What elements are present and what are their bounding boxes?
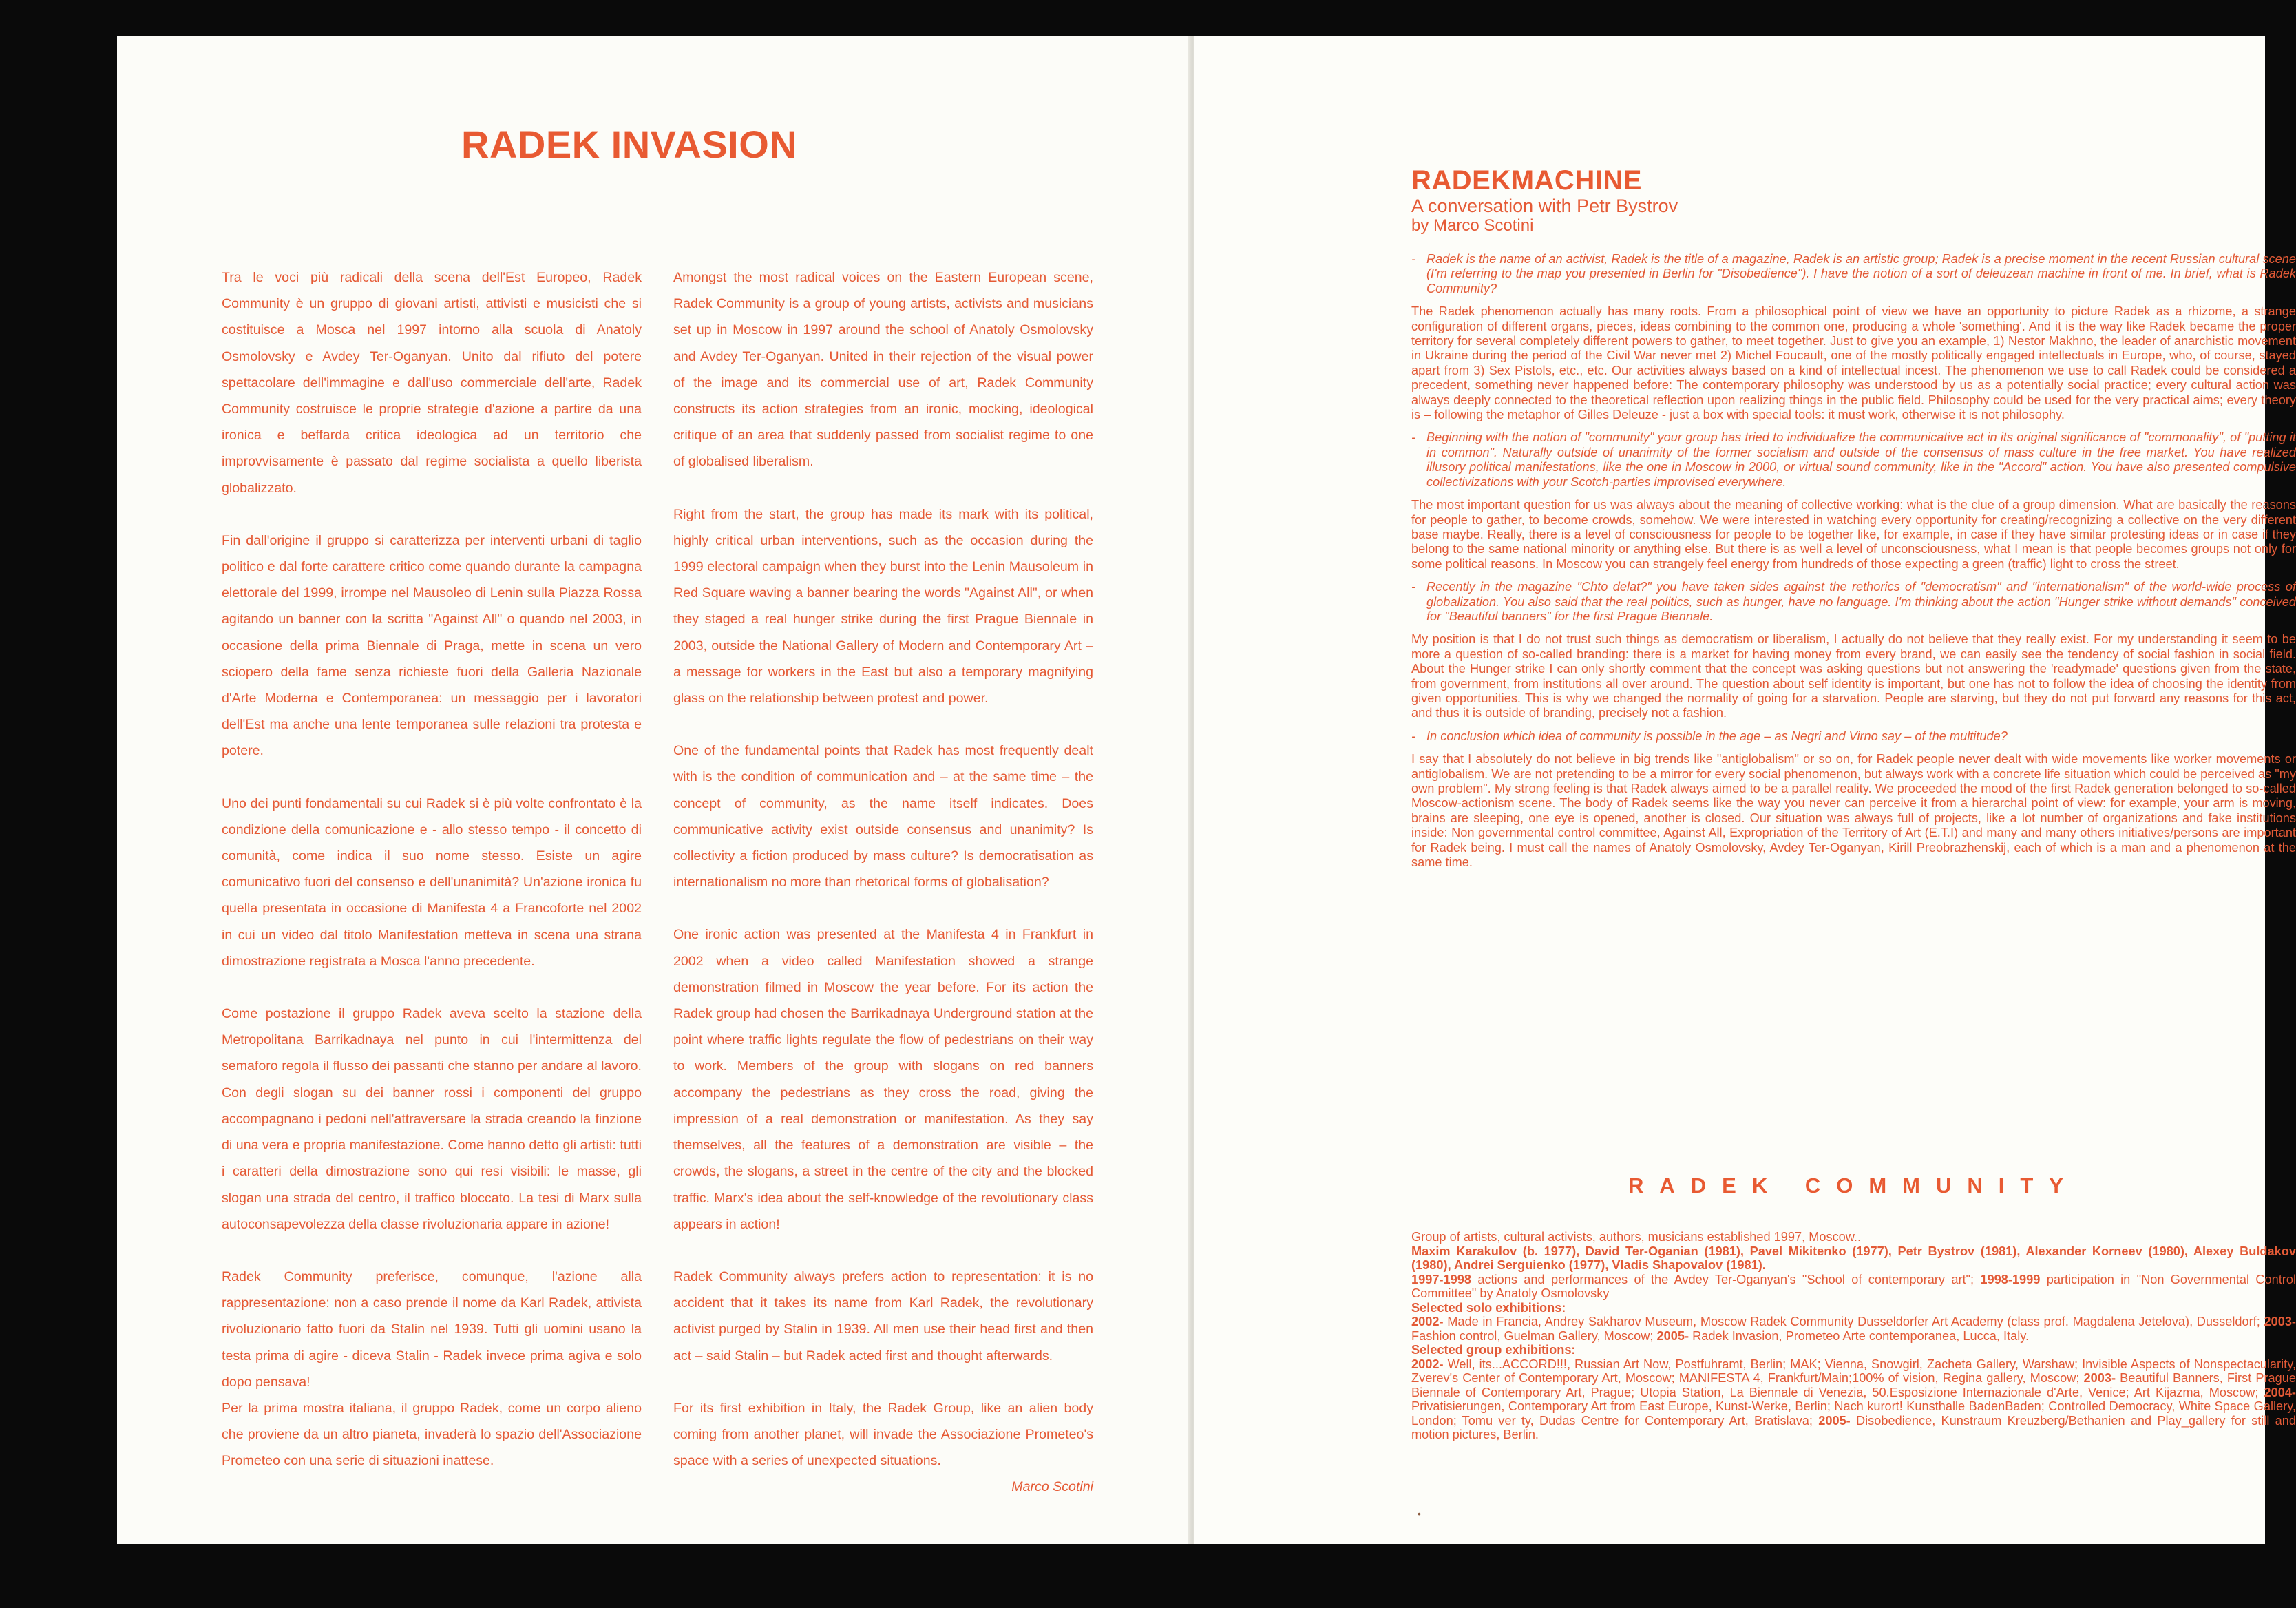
solo-exhibitions-heading: Selected solo exhibitions:	[1411, 1300, 1566, 1315]
interview-body	[1411, 252, 2296, 878]
english-paragraph: One ironic action was presented at the Manifesta 4 in Frankfurt in 2002 when a video called Manifestation showed a strange demonstration filmed in Moscow the year before. For its action the Radek group had chosen the Barrikadnaya Underground station at the point where traffic lights regulate the flow of pedestrians on their way to work. Members of the group with slogans on red banners accompany the pedestrians as they cross the road, giving the impression of a real demonstration or manifestation. As they say themselves, all the features of a demonstration are visible – the crowds, the slogans, a street in the centre of the city and the blocked traffic. Marx's idea about the self-knowledge of the revolutionary class appears in action!	[673, 927, 1093, 1232]
history-text: participation in "Non Governmental Control Committee" by Anatoly Osmolovsky	[1411, 1272, 2296, 1300]
left-page	[117, 36, 1191, 1544]
exhibition-text: Radek Invasion, Prometeo Arte contemporanea, Lucca, Italy.	[1692, 1328, 2030, 1343]
author-signature: Marco Scotini	[1011, 1479, 1093, 1495]
interview-question: - In conclusion which idea of community is possible in the age – as Negri and Virno say – of the multitude?	[1411, 729, 2296, 744]
exhibition-text: Beautiful Banners, First Prague Biennale of Contemporary Art, Prague; Utopia Station, La Biennale di Venezia, 50.Esposizione Internazionale d'Arte, Venice; Art Kijazma, Moscow;	[1411, 1371, 2296, 1399]
solo-exhibitions	[1411, 1315, 2296, 1343]
print-mark: •	[1418, 1508, 1421, 1519]
exhibition-text: Disobedience, Kunstraum Kreuzberg/Bethanien and Play_gallery for still and motion pictures, Berlin.	[1411, 1413, 2296, 1441]
interview-subtitle: A conversation with Petr Bystrov	[1411, 196, 1678, 216]
interview-answer: The most important question for us was always about the meaning of collective working: what is the clue of a group dimension. What are basically the reasons for people to gather, to become crowds, somehow. We were interested in watching every opportunity for creating/recognizing a collective on the very different base maybe. Really, there is a level of consciousness for people to be together like, for example, in case if they have similar protesting ideas or in case if they belong to the same national minority or anything else. But there is as well a level of unconsciousness, what I mean is that people becomes groups not only for some political reasons. In Moscow you can strangely feel energy from hundreds of those expecting a green (traffic) light to cross the street.	[1411, 498, 2296, 571]
italian-paragraph: Fin dall'origine il gruppo si caratterizza per interventi urbani di taglio politico e dal forte carattere critico come quando durante la campagna elettorale del 1999, irrompe nel Mausoleo di Lenin sulla Piazza Rossa agitando un banner con la scritta "Against All" o quando nel 2003, in occasione della prima Biennale di Praga, mette in scena un vero sciopero della fame senza richieste fuori della Galleria Nazionale d'Arte Moderna e Contemporanea: un messaggio per i lavoratori dell'Est ma anche una lente temporanea sulle relazioni tra protesta e potere.	[222, 532, 642, 759]
interview-question: - Recently in the magazine "Chto delat?" you have taken sides against the rethorics of "democratism" and "internationalism" of the world-wide process of globalization. You also said that the real politics, such as hunger, have no language. I'm thinking about the action "Hunger strike without demands" conceived for "Beautiful banners" for the first Prague Biennale.	[1411, 580, 2296, 624]
page-title: RADEK INVASION	[461, 123, 798, 166]
community-intro: Group of artists, cultural activists, authors, musicians established 1997, Moscow..	[1411, 1230, 1862, 1244]
exhibition-text: Fashion control, Guelman Gallery, Moscow;	[1411, 1328, 1654, 1343]
english-column	[673, 264, 1093, 1501]
interview-question: - Radek is the name of an activist, Radek is the title of a magazine, Radek is an artistic group; Radek is a precise moment in the recent Russian cultural scene (I'm referring to the map you presented in Berlin for "Disobedience"). I have the notion of a sort of deleuzean machine in front of me. In brief, what is Radek Community?	[1411, 252, 2296, 296]
community-heading: RADEK COMMUNITY	[1628, 1173, 2079, 1198]
exhibition-year: 2003-	[2264, 1315, 2296, 1328]
interview-answer: The Radek phenomenon actually has many roots. From a philosophical point of view we have an opportunity to picture Radek as a rhizome, a strange configuration of different organs, pieces, ideas combining to the common one, producing a whole 'something'. And it is the way like Radek became the proper territory for several completely different powers to gather, to meet together. Just to give you an example, 1) Nestor Makhno, the leader of anarchistic movement in Ukraine during the period of the Civil War never met 2) Michel Foucault, one of the mostly politically engaged intellectuals in Europe, who, of course, stayed apart from 3) Sex Pistols, etc., etc. Our activities always based on a kind of intellectual incest. The phenomenon we use to call Radek could be considered a precedent, something never happened before: The contemporary philosophy was understood by us as a potentially social practice; every cultural action was always deeply connected to the theoretical reflection upon realizing things in the public field. Philosophy could be used for the very practical aims; every theory is – following the metaphor of Gilles Deleuze - just a box with special tools: it must work, otherwise it is not philosophy.	[1411, 304, 2296, 422]
exhibition-year: 2004-	[2264, 1385, 2296, 1399]
interview-question: - Beginning with the notion of "community" your group has tried to individualize the communicative act in its original significance of "commonality", of "putting it in common". Naturally outside of unanimity of the former socialism and outside of the consensus of mass culture in the free market. You have realized illusory political manifestations, like the one in Moscow in 2000, or virtual sound community, like in the "Accord" action. You have also presented compulsive collectivizations with your Scotch-parties improvised everywhere.	[1411, 430, 2296, 490]
interview-answer: I say that I absolutely do not believe in big trends like "antiglobalism" or so on, for Radek people never dealt with wide movements like worker movements or antiglobalism. We are not pretending to be a mirror for every social phenomenon, but always work with a concrete life situation which could be perceived as "my own problem". My strong feeling is that Radek always aimed to be a parallel reality. We proceeded the mood of the first Radek generation belonged to so-called Moscow-actionism scene. The body of Radek seems like the way you never can perceive it from a hierarchal point of view: for example, your arm is moving, brains are sleeping, one eye is opened, another is closed. Our situation was always full of projects, like a lot number of organizations and fake institutions inside: Non governmental control committee, Against All, Expropriation of the Territory of Art (E.T.I) and many and many others initiatives/persons are important for Radek being. I must call the names of Anatoly Osmolovsky, Avdey Ter-Oganyan, Kirill Preobrazhenskij, each of which is a man and a phenomenon at the same time.	[1411, 752, 2296, 870]
italian-paragraph: Tra le voci più radicali della scena dell'Est Europeo, Radek Community è un gruppo di giovani artisti, attivisti e musicisti che si costituisce a Mosca nel 1997 intorno alla scuola di Anatoly Osmolovsky e Avdey Ter-Oganyan. Unito dal rifiuto del potere spettacolare dell'immagine e dall'uso commerciale dell'arte, Radek Community costruisce le proprie strategie d'azione a partire da una ironica e beffarda critica ideologica ad un territorio che improvvisamente è passato dal regime socialista a quello liberista globalizzato.	[222, 270, 642, 496]
interview-answer: My position is that I do not trust such things as democratism or liberalism, I actually do not believe that they really exist. For my understanding it seem to be more a question of so-called branding: there is a market for having money from every brand, we can easily see the tendency of social fashion in social field. About the Hunger strike I can only shortly comment that the concept was asking questions but not answering the 'readymade' questions given from the state, from government, from institutions all over around. The question about self identity is important, but one has not to follow the idea of choosing the identity from given opportunities. This is why we changed the normality of going for a starvation. People are starving, but they do not put forward any reasons for this act, and thus it is outside of branding, precisely not a fashion.	[1411, 632, 2296, 720]
exhibition-year: 2005-	[1818, 1413, 1851, 1428]
history-year: 1997-1998	[1411, 1272, 1471, 1286]
exhibition-year: 2002-	[1411, 1357, 1444, 1371]
exhibition-text: Made in Francia, Andrey Sakharov Museum, Moscow Radek Community Dusseldorfer Art Academy (class prof. Magdalena Jetelova), Dusseldorf;	[1447, 1315, 2260, 1328]
exhibition-text: Well, its...ACCORD!!!, Russian Art Now, Postfuhramt, Berlin; MAK; Vienna, Snowgirl, Zacheta Gallery, Warshaw; Invisible Aspects of Nonspectacularity, Zverev's Center of Contemporary Art, Moscow; MANIFESTA 4, Frankfurt/Main;100% of vision, Regina gallery, Moscow;	[1411, 1357, 2296, 1385]
community-members: Maxim Karakulov (b. 1977), David Ter-Oganian (1981), Pavel Mikitenko (1977), Petr Bystrov (1981), Alexander Korneev (1980), Alexey Buldakov (1980), Andrei Serguienko (1977), Vladis Shapovalov (1981).	[1411, 1244, 2296, 1272]
english-paragraph: Amongst the most radical voices on the Eastern European scene, Radek Community is a group of young artists, activists and musicians set up in Moscow in 1997 around the school of Anatoly Osmolovsky and Avdey Ter-Oganyan. United in their rejection of the visual power of the image and its commercial use of art, Radek Community constructs its action strategies from an ironic, mocking, ideological critique of an area that suddenly passed from socialist regime to one of globalised liberalism.	[673, 270, 1093, 470]
english-paragraph: One of the fundamental points that Radek has most frequently dealt with is the condition of communication and – at the same time – the concept of community, as the name itself indicates. Does communicative activity exist outside consensus and unanimity? Is collectivity a fiction produced by mass culture? Is democratisation as internationalism no more than rhetorical forms of globalisation?	[673, 743, 1093, 890]
italian-paragraph: Per la prima mostra italiana, il gruppo Radek, come un corpo alieno che proviene da un altro pianeta, invaderà lo spazio dell'Associazione Prometeo con una serie di situazioni inattese.	[222, 1400, 642, 1469]
italian-paragraph: Uno dei punti fondamentali su cui Radek si è più volte confrontato è la condizione della comunicazione e - allo stesso tempo - il concetto di comunità, come indica il suo nome stesso. Esiste un agire comunicativo fuori del consenso e dell'unanimità? Un'azione ironica fu quella presentata in occasione di Manifesta 4 a Francoforte nel 2002 in cui un video dal titolo Manifestation metteva in scena una strana dimostrazione registrata a Mosca l'anno precedente.	[222, 795, 642, 969]
italian-column	[222, 264, 642, 1501]
exhibition-text: Privatisierungen, Contemporary Art from East Europe, Kunst-Werke, Berlin; Nach kurort! Kunsthalle BadenBaden; Controlled Democracy, White Space Gallery, London; Tomu ver ty, Dudas Centre for Contemporary Art, Bratislava;	[1411, 1399, 2296, 1428]
interview-title: RADEKMACHINE	[1411, 165, 1642, 196]
english-paragraph: Radek Community always prefers action to representation: it is no accident that it takes its name from Karl Radek, the revolutionary activist purged by Stalin in 1939. All men use their head first and then act – said Stalin – but Radek acted first and thought afterwards.	[673, 1268, 1093, 1364]
exhibition-year: 2005-	[1656, 1328, 1689, 1343]
group-exhibitions	[1411, 1357, 2296, 1442]
exhibition-year: 2002-	[1411, 1315, 1444, 1328]
italian-paragraph: Come postazione il gruppo Radek aveva scelto la stazione della Metropolitana Barrikadnaya nel punto in cui l'intermittenza del semaforo regola il flusso dei passanti che stanno per andare al lavoro. Con degli slogan su dei banner rossi i componenti del gruppo accompagnano i pedoni nell'attraversare la strada creando la finzione di una vera e propria manifestazione. Come hanno detto gli artisti: tutti i caratteri della dimostrazione sono qui resi visibili: le masse, gli slogan una strada del centro, il traffico bloccato. La tesi di Marx sulla autoconsapevolezza della classe rivoluzionaria appare in azione!	[222, 1006, 642, 1232]
community-history	[1411, 1273, 2296, 1301]
english-paragraph: Right from the start, the group has made its mark with its political, highly critical urban interventions, such as the occasion during the 1999 electoral campaign when they burst into the Lenin Mausoleum in Red Square waving a banner bearing the words "Against All", or when they staged a real hunger strike during the first Prague Biennale in 2003, outside the National Gallery of Modern and Contemporary Art – a message for workers in the East but also a temporary magnifying glass on the relationship between protest and power.	[673, 506, 1093, 707]
community-bio	[1411, 1230, 2296, 1442]
right-page	[1194, 36, 2296, 1544]
history-text: actions and performances of the Avdey Ter-Oganyan's "School of contemporary art";	[1477, 1272, 1974, 1286]
group-exhibitions-heading: Selected group exhibitions:	[1411, 1343, 1576, 1357]
interview-byline: by Marco Scotini	[1411, 216, 1534, 235]
english-paragraph: For its first exhibition in Italy, the Radek Group, like an alien body coming from another planet, will invade the Associazione Prometeo's space with a series of unexpected situations.	[673, 1400, 1093, 1469]
history-year: 1998-1999	[1980, 1272, 2041, 1286]
italian-paragraph: Radek Community preferisce, comunque, l'azione alla rappresentazione: non a caso prende il nome da Karl Radek, attivista rivoluzionario fatto fuori da Stalin nel 1939. Tutti gli uomini usano la testa prima di agire - diceva Stalin - Radek invece prima agiva e solo dopo pensava!	[222, 1268, 642, 1390]
brochure-spread	[117, 36, 2296, 1544]
exhibition-year: 2003-	[2083, 1371, 2116, 1385]
